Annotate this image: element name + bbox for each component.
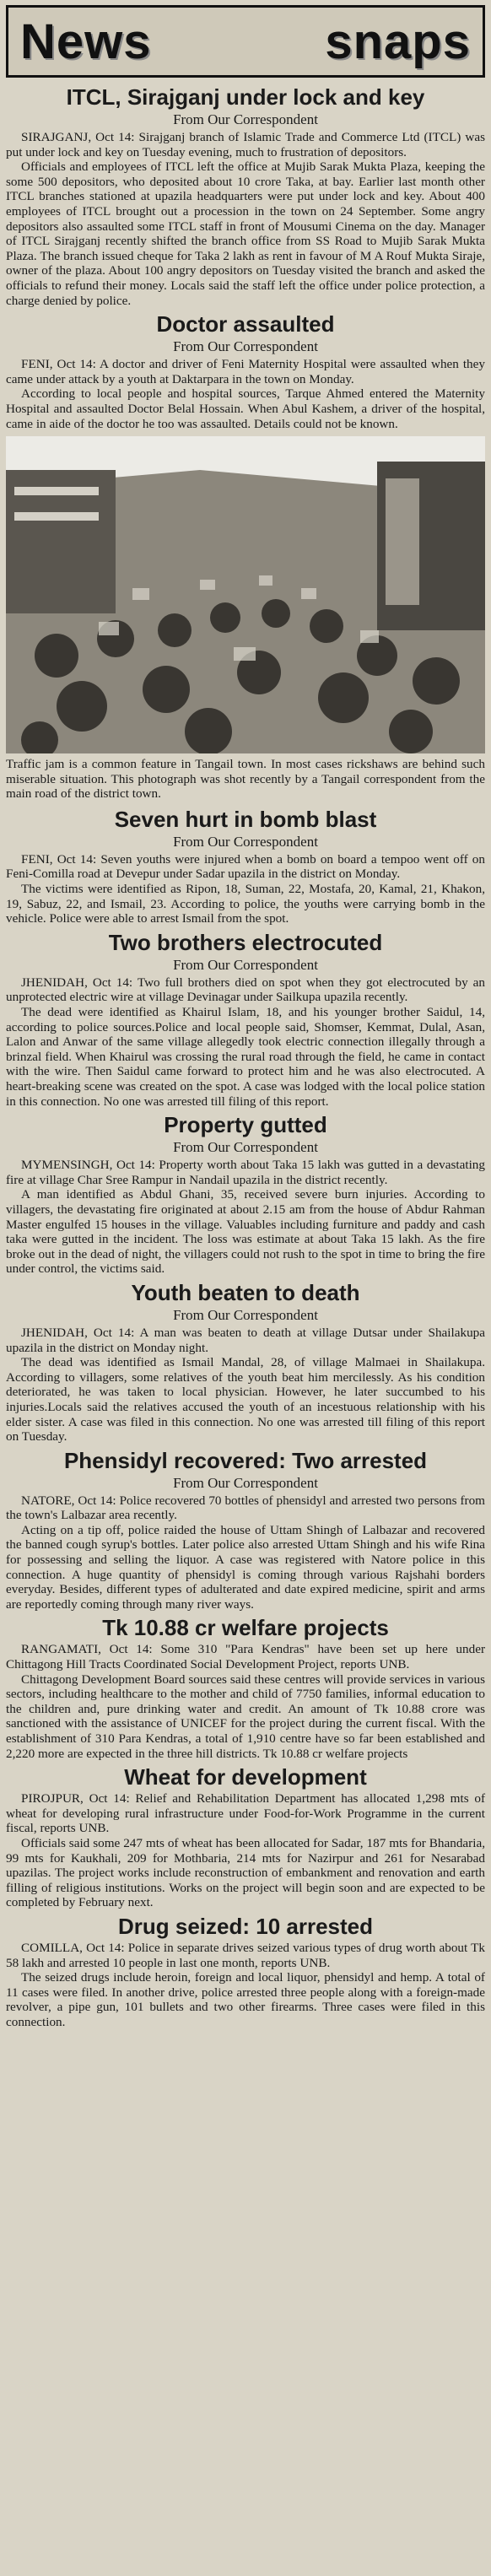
news-story	[6, 1914, 485, 2030]
story-byline: From Our Correspondent	[173, 338, 318, 355]
story-byline: From Our Correspondent	[173, 833, 318, 850]
story-body	[6, 1493, 485, 1612]
story-byline: From Our Correspondent	[173, 1139, 318, 1156]
photo-caption: Traffic jam is a common feature in Tangail town. In most cases rickshaws are behind such miserable situation. This photograph was shot recently by a Tangail correspondent from the main road of the district town.	[6, 757, 485, 802]
masthead-word-news: News	[20, 14, 152, 69]
story-paragraph: The dead was identified as Ismail Mandal, 28, of village Malmaei in Shailakupa. According to villagers, some relatives of the youth beat him mercilessly. As his condition deteriorated, he was taken to local physician. However, he later succumbed to his injuries.Locals said the relatives accused the youth of an incestuous relationship with his elder sister. A case was filed in this connection. No one was arrested till filing of this report on Tuesday.	[6, 1355, 485, 1445]
story-headline: Tk 10.88 cr welfare projects	[102, 1615, 389, 1641]
story-body	[6, 1941, 485, 2030]
story-headline: Youth beaten to death	[131, 1279, 360, 1305]
news-story	[6, 930, 485, 1109]
news-story	[6, 1764, 485, 1910]
story-body	[6, 357, 485, 431]
story-headline: Drug seized: 10 arrested	[117, 1913, 373, 1939]
traffic-photo	[6, 436, 485, 753]
story-paragraph: Acting on a tip off, police raided the house of Uttam Shingh of Lalbazar and recovered the banned cough syrup's bottles. Later police also arrested Uttam Shingh and his wife Rina for possessing and selling the liquor. A case was registered with Natore police in this connection. A huge quantity of phensidyl is coming through various Rajshahi borders everyday. Besides, different types of adulterated and date expired medicine, spirit and arms are reportedly coming through many river ways.	[6, 1522, 485, 1612]
story-paragraph: The victims were identified as Ripon, 18, Suman, 22, Mostafa, 20, Kamal, 21, Khakon, 19, Sabuz, 22, and Ismail, 23. According to police, the youths were carrying bomb in the vehicle. Police were able to arrest Ismail from the spot.	[6, 882, 485, 926]
story-paragraph: Officials said some 247 mts of wheat has been allocated for Sadar, 187 mts for Bhandaria, 99 mts for Kaukhali, 209 for Mothbaria, 214 mts for Nazirpur and 261 for Nesarabad upazilas. The project works include reconstruction of embankment and renovation and earth filling of religious institutions. Works on the project will begin soon and are expected to be completed by February next.	[6, 1835, 485, 1910]
rickshaw-crowd-image	[6, 436, 485, 753]
story-paragraph: NATORE, Oct 14: Police recovered 70 bottles of phensidyl and arrested two persons from the town's Lalbazar area recently.	[6, 1493, 485, 1523]
story-paragraph: MYMENSINGH, Oct 14: Property worth about Taka 15 lakh was gutted in a devastating fire at village Char Sree Rampur in Nandail upazila in the district recently.	[6, 1158, 485, 1187]
story-byline: From Our Correspondent	[173, 956, 318, 973]
story-headline: Property gutted	[164, 1112, 327, 1138]
news-story	[6, 84, 485, 308]
story-headline: Phensidyl recovered: Two arrested	[63, 1447, 428, 1473]
story-paragraph: The dead were identified as Khairul Islam, 18, and his younger brother Saidul, 14, according to police sources.Police and local people said, Shomser, Kemmat, Dulal, Asan, Lalon and Anwar of the same village allegedly took electric connection illegally through a brinzal field. When Khairul was crossing the rural road through the field, he came in contact with the wire. Then Saidul came forward to protect him and he was also electrocuted. A heart-breaking scene was created on the spot. A case was lodged with the local police station in this connection. No one was arrested till filing of this report.	[6, 1005, 485, 1109]
story-paragraph: FENI, Oct 14: Seven youths were injured when a bomb on board a tempoo went off on Feni-Comilla road at Devepur under Sadar upazila in the district on Monday.	[6, 851, 485, 882]
story-byline: From Our Correspondent	[173, 1474, 318, 1491]
story-paragraph: FENI, Oct 14: A doctor and driver of Feni Maternity Hospital were assaulted when they came under attack by a youth at Daktarpara in the town on Monday.	[6, 357, 485, 386]
news-story	[6, 1280, 485, 1445]
masthead	[6, 5, 485, 78]
story-paragraph: According to local people and hospital sources, Tarque Ahmed entered the Maternity Hospital and assaulted Doctor Belal Hossain. When Abul Kashem, a driver of the hospital, came in aide of the doctor he too was assaulted. Details could not be known.	[6, 386, 485, 431]
story-paragraph: JHENIDAH, Oct 14: A man was beaten to death at village Dutsar under Shailakupa upazila in the district on Monday night.	[6, 1325, 485, 1355]
story-body	[6, 852, 485, 926]
news-story	[6, 311, 485, 431]
news-story	[6, 807, 485, 926]
story-paragraph: JHENIDAH, Oct 14: Two full brothers died on spot when they got electrocuted by an unprotected electric wire at village Devinagar under Sailkupa upazila recently.	[6, 975, 485, 1005]
story-body	[6, 130, 485, 308]
story-body	[6, 1791, 485, 1910]
news-story	[6, 1448, 485, 1612]
story-byline: From Our Correspondent	[173, 111, 318, 127]
story-body	[6, 1642, 485, 1761]
story-body	[6, 1326, 485, 1445]
story-byline: From Our Correspondent	[173, 1306, 318, 1323]
story-paragraph: PIROJPUR, Oct 14: Relief and Rehabilitation Department has allocated 1,298 mts of wheat for developing rural infrastructure under Food-for-Work Programme in the current fiscal, reports UNB.	[6, 1791, 485, 1836]
story-body	[6, 1158, 485, 1277]
story-paragraph: SIRAJGANJ, Oct 14: Sirajganj branch of Islamic Trade and Commerce Ltd (ITCL) was put under lock and key on Tuesday evening, much to frustration of depositors.	[6, 130, 485, 159]
story-paragraph: COMILLA, Oct 14: Police in separate drives seized various types of drug worth about Tk 58 lakh and arrested 10 people in last one month, reports UNB.	[6, 1940, 485, 1970]
story-paragraph: RANGAMATI, Oct 14: Some 310 "Para Kendras" have been set up here under Chittagong Hill Tracts Coordinated Social Development Project, reports UNB.	[6, 1642, 485, 1672]
story-headline: Seven hurt in bomb blast	[114, 806, 377, 832]
newspaper-page	[6, 0, 485, 2030]
story-body	[6, 975, 485, 1109]
masthead-word-snaps: snaps	[325, 14, 471, 69]
news-story	[6, 1112, 485, 1277]
story-headline: Two brothers electrocuted	[108, 929, 383, 955]
story-headline: Doctor assaulted	[156, 311, 335, 338]
story-paragraph: Officials and employees of ITCL left the office at Mujib Sarak Mukta Plaza, keeping the some 500 depositors, who deposited about 10 crore Taka, at bay. Earlier last month other ITCL branches stationed at upazila headquarters were put under lock and key. About 400 employees of ITCL brought out a procession in the town on 24 September. Some angry depositors also assaulted some ITCL staff in front of Mousumi Cinema on the day. Manager of ITCL Sirajganj recently shifted the branch office from SS Road to Mujib Sarak Mukta Plaza. The branch issued cheque for Taka 2 lakh as rent in favour of M A Rouf Mukta Siraje, owner of the plaza. About 100 angry depositors on Tuesday visited the branch and asked the officials to refund their money. Locals said the staff left the office under police protection, a charge denied by police.	[6, 159, 485, 308]
story-paragraph: The seized drugs include heroin, foreign and local liquor, phensidyl and hemp. A total of 11 cases were filed. In another drive, police arrested three people along with a foreign-made revolver, a pipe gun, 101 bullets and two other firearms. Three cases were filed in this connection.	[6, 1970, 485, 2029]
story-headline: Wheat for development	[124, 1764, 367, 1790]
story-paragraph: Chittagong Development Board sources said these centres will provide services in various sectors, including healthcare to the mother and child of 7750 families, informal education to the children and, pure drinking water and credit. An amount of Tk 10.88 crore was sanctioned with the assistance of UNICEF for the project during the current fiscal. With the establishment of 310 Para Kendras, a total of 1,910 centre have so far been established and 2,220 more are expected in the three hill districts. Tk 10.88 cr welfare projects	[6, 1671, 485, 1761]
story-paragraph: A man identified as Abdul Ghani, 35, received severe burn injuries. According to villagers, the devastating fire originated at about 2.15 am from the house of Abdur Rahman Master engulfed 15 houses in the village. Valuables including furniture and paddy and cash taka were gutted in the incident. The loss was estimate at about Taka 15 lakh. As the fire broke out in the dead of night, the villagers could not rush to the spot in time to bring the fire under control, the victims said.	[6, 1187, 485, 1277]
news-story	[6, 1615, 485, 1761]
story-headline: ITCL, Sirajganj under lock and key	[66, 84, 425, 110]
